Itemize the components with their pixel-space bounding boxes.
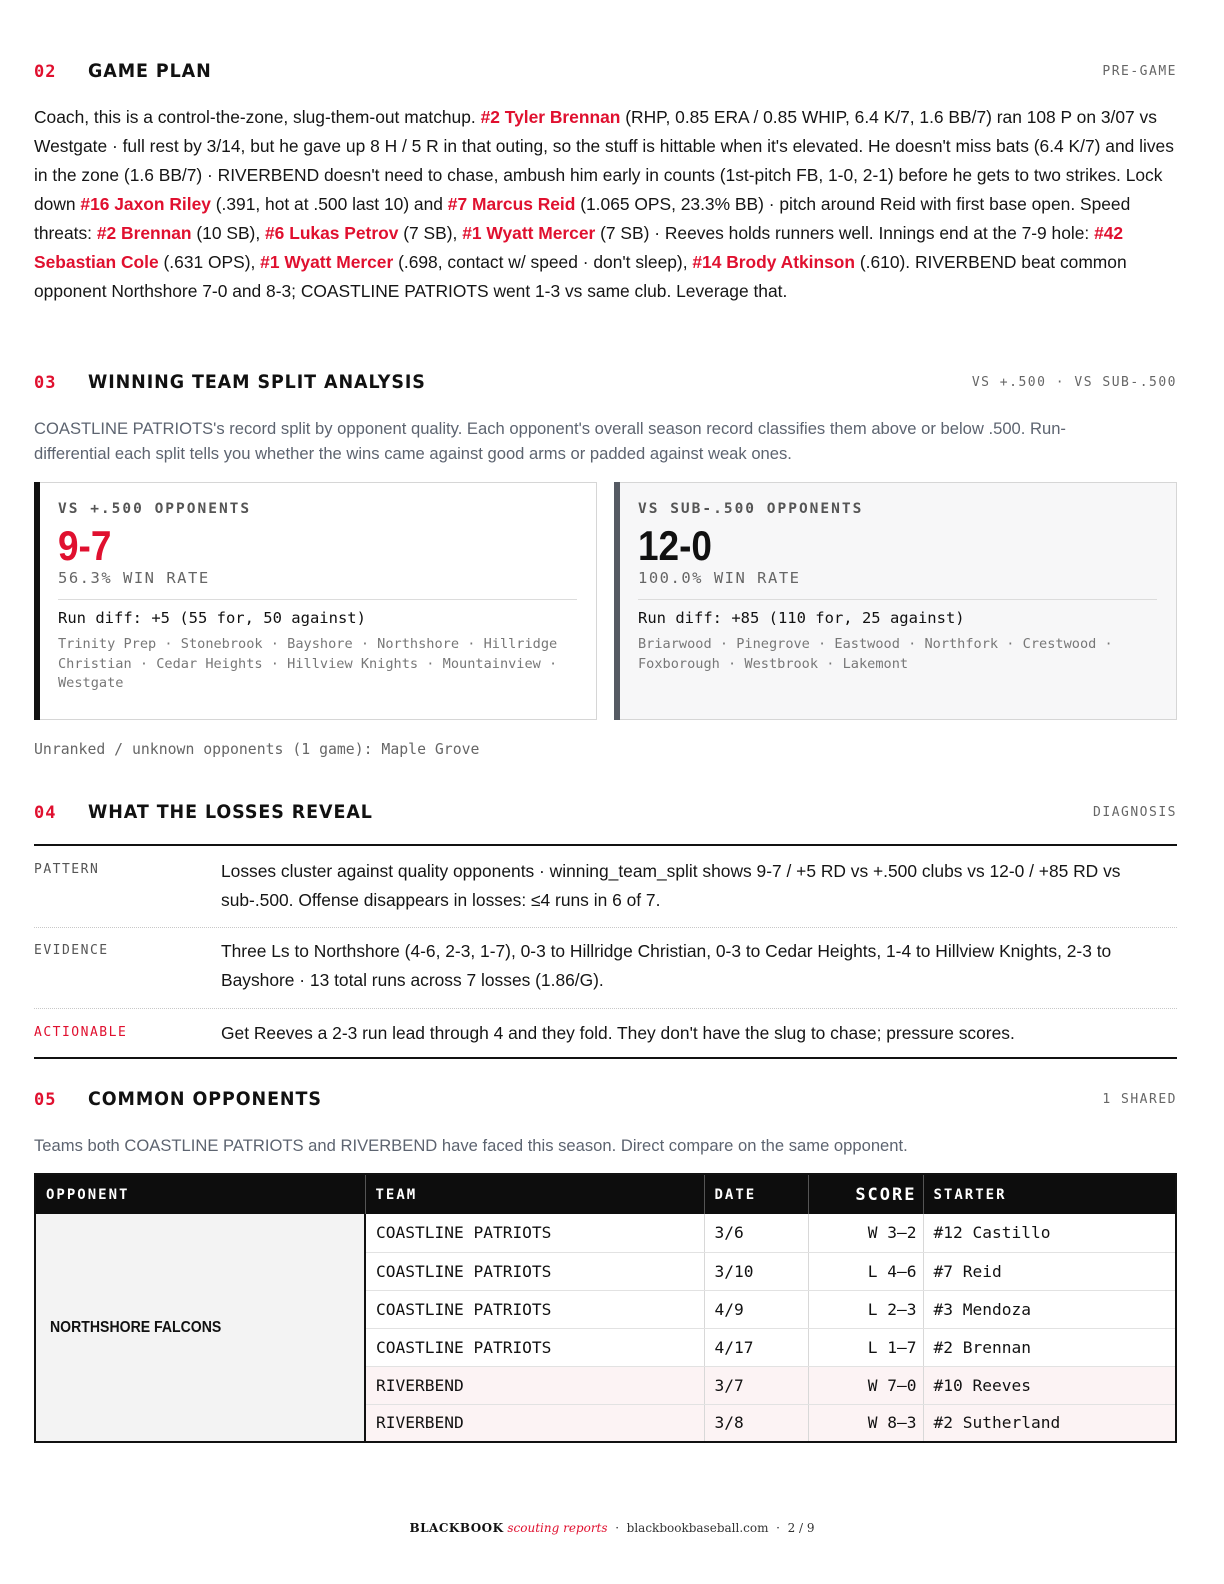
col-header-opponent: OPPONENT	[35, 1174, 365, 1214]
score-cell: L 1–7	[808, 1328, 923, 1366]
player-reference: #7 Marcus Reid	[447, 194, 576, 214]
opponent-cell	[35, 1214, 365, 1442]
text-segment: (1.065 OPS, 23.3% BB) · pitch around Reid with first base open. Speed threats:	[34, 194, 1131, 243]
text-segment: (7 SB),	[398, 223, 463, 243]
loss-value: Losses cluster against quality opponents · winning_team_split shows 9-7 / +5 RD vs +.500 clubs vs 12-0 / +85 RD vs sub-.500. Offense disappears in losses: ≤4 runs in 6 of 7.	[221, 861, 1121, 910]
date-cell: 3/6	[704, 1214, 808, 1252]
player-reference: #1 Wyatt Mercer	[462, 223, 596, 243]
team-cell: RIVERBEND	[365, 1366, 704, 1404]
starter-cell: #3 Mendoza	[923, 1290, 1176, 1328]
card-accent-bar	[614, 482, 620, 720]
starter-cell: #7 Reid	[923, 1252, 1176, 1290]
footer-separator: ·	[611, 1521, 623, 1535]
text-segment: (.610). RIVERBEND beat common opponent Northshore 7-0 and 8-3; COASTLINE PATRIOTS went 1-3 vs same club. Leverage that.	[34, 252, 1127, 301]
team-cell: COASTLINE PATRIOTS	[365, 1252, 704, 1290]
table-row	[35, 1214, 1176, 1252]
section-tag: 1 SHARED	[1102, 1092, 1177, 1107]
opponent-name: NORTHSHORE FALCONS	[50, 1318, 222, 1336]
card-opponent-list: Trinity Prep · Stonebrook · Bayshore · Northshore · Hillridge Christian · Cedar Heights · Hillview Knights · Mountainview · Westgate	[58, 636, 558, 691]
card-record: 12-0	[638, 522, 712, 569]
player-reference: #2 Brennan	[96, 223, 192, 243]
player-reference: #16 Jaxon Riley	[80, 194, 211, 214]
section-header-losses	[34, 801, 1177, 825]
date-cell: 3/7	[704, 1366, 808, 1404]
footer-separator: ·	[772, 1521, 784, 1535]
game-plan-text	[34, 103, 1177, 306]
card-opponent-list: Briarwood · Pinegrove · Eastwood · Northfork · Crestwood · Foxborough · Westbrook · Lakemont	[638, 636, 1113, 672]
team-cell: COASTLINE PATRIOTS	[365, 1290, 704, 1328]
team-cell: COASTLINE PATRIOTS	[365, 1328, 704, 1366]
loss-value: Get Reeves a 2-3 run lead through 4 and they fold. They don't have the slug to chase; pressure scores.	[221, 1023, 1015, 1043]
loss-key: EVIDENCE	[34, 943, 109, 958]
section-number: 04	[34, 803, 57, 823]
footer-page-number: 2 / 9	[787, 1521, 815, 1535]
text-segment: (10 SB),	[191, 223, 266, 243]
card-win-rate: 100.0% WIN RATE	[638, 569, 801, 587]
col-header-team: TEAM	[365, 1174, 704, 1214]
card-accent-bar	[34, 482, 40, 720]
section-header-split	[34, 371, 1177, 395]
col-header-score: SCORE	[808, 1174, 923, 1214]
unranked-opponents-note: Unranked / unknown opponents (1 game): Maple Grove	[34, 741, 480, 758]
player-reference: #1 Wyatt Mercer	[260, 252, 394, 272]
card-divider	[638, 599, 1157, 600]
section-number: 02	[34, 62, 57, 82]
text-segment: (.631 OPS),	[158, 252, 261, 272]
section-title: WHAT THE LOSSES REVEAL	[88, 801, 373, 823]
loss-key: PATTERN	[34, 862, 100, 877]
footer-site-link[interactable]: blackbookbaseball.com	[626, 1521, 769, 1535]
section-title: GAME PLAN	[88, 60, 212, 82]
footer-brand: BLACKBOOK	[409, 1521, 504, 1535]
section-number: 03	[34, 373, 57, 393]
losses-table	[34, 844, 1177, 1059]
starter-cell: #2 Sutherland	[923, 1404, 1176, 1442]
text-segment: (.391, hot at .500 last 10) and	[210, 194, 448, 214]
loss-row-pattern	[34, 846, 1177, 928]
player-reference: #42 Sebastian Cole	[34, 223, 1124, 272]
team-cell: RIVERBEND	[365, 1404, 704, 1442]
loss-row-actionable	[34, 1009, 1177, 1057]
page-footer	[0, 1521, 1224, 1535]
split-card-sub-500	[614, 482, 1177, 720]
split-card-above-500	[34, 482, 597, 720]
player-reference: #14 Brody Atkinson	[692, 252, 856, 272]
table-header-row	[35, 1174, 1176, 1214]
score-cell: L 2–3	[808, 1290, 923, 1328]
common-opponents-table	[34, 1173, 1177, 1443]
section-tag: VS +.500 · VS SUB-.500	[971, 375, 1177, 390]
footer-tagline: scouting reports	[507, 1521, 608, 1535]
section-header-common	[34, 1088, 1177, 1112]
score-cell: W 8–3	[808, 1404, 923, 1442]
date-cell: 4/9	[704, 1290, 808, 1328]
date-cell: 4/17	[704, 1328, 808, 1366]
section-number: 05	[34, 1090, 57, 1110]
split-intro: COASTLINE PATRIOTS's record split by opponent quality. Each opponent's overall season record classifies them above or below .500. Run-differential each split tells you whether the wins came against good arms or padded against weak ones.	[34, 419, 1066, 463]
team-cell: COASTLINE PATRIOTS	[365, 1214, 704, 1252]
section-tag: PRE-GAME	[1102, 64, 1177, 79]
starter-cell: #2 Brennan	[923, 1328, 1176, 1366]
text-segment: (.698, contact w/ speed · don't sleep),	[393, 252, 693, 272]
loss-value: Three Ls to Northshore (4-6, 2-3, 1-7), 0-3 to Hillridge Christian, 0-3 to Cedar Heights, 1-4 to Hillview Knights, 2-3 to Bayshore · 13 total runs across 7 losses (1.86/G).	[221, 941, 1112, 990]
card-win-rate: 56.3% WIN RATE	[58, 569, 210, 587]
score-cell: L 4–6	[808, 1252, 923, 1290]
card-label: VS SUB-.500 OPPONENTS	[638, 501, 864, 517]
common-intro: Teams both COASTLINE PATRIOTS and RIVERBEND have faced this season. Direct compare on the same opponent.	[34, 1136, 908, 1155]
text-segment: (7 SB) · Reeves holds runners well. Innings end at the 7-9 hole:	[595, 223, 1095, 243]
card-record: 9-7	[58, 522, 112, 569]
section-title: WINNING TEAM SPLIT ANALYSIS	[88, 371, 426, 393]
col-header-starter: STARTER	[923, 1174, 1176, 1214]
score-cell: W 7–0	[808, 1366, 923, 1404]
text-segment: (RHP, 0.85 ERA / 0.85 WHIP, 6.4 K/7, 1.6 BB/7) ran 108 P on 3/07 vs Westgate · full rest by 3/14, but he gave up 8 H / 5 R in that outing, so the stuff is hittable when it's elevated. He doesn't miss bats (6.4 K/7) and lives in the zone (1.6 BB/7) · RIVERBEND doesn't need to chase, ambush him early in counts (1st-pitch FB, 1-0, 2-1) before he gets to two strikes. Lock down	[34, 107, 1174, 214]
date-cell: 3/10	[704, 1252, 808, 1290]
section-tag: DIAGNOSIS	[1093, 805, 1177, 820]
starter-cell: #12 Castillo	[923, 1214, 1176, 1252]
loss-row-evidence	[34, 928, 1177, 1009]
date-cell: 3/8	[704, 1404, 808, 1442]
col-header-date: DATE	[704, 1174, 808, 1214]
section-header-game-plan	[34, 60, 1177, 84]
card-divider	[58, 599, 577, 600]
player-reference: #2 Tyler Brennan	[480, 107, 621, 127]
card-label: VS +.500 OPPONENTS	[58, 501, 252, 517]
card-run-diff: Run diff: +5 (55 for, 50 against)	[58, 609, 366, 627]
score-cell: W 3–2	[808, 1214, 923, 1252]
section-title: COMMON OPPONENTS	[88, 1088, 322, 1110]
card-run-diff: Run diff: +85 (110 for, 25 against)	[638, 609, 965, 627]
text-segment: Coach, this is a control-the-zone, slug-them-out matchup.	[34, 107, 481, 127]
loss-key: ACTIONABLE	[34, 1025, 128, 1040]
starter-cell: #10 Reeves	[923, 1366, 1176, 1404]
player-reference: #6 Lukas Petrov	[265, 223, 399, 243]
